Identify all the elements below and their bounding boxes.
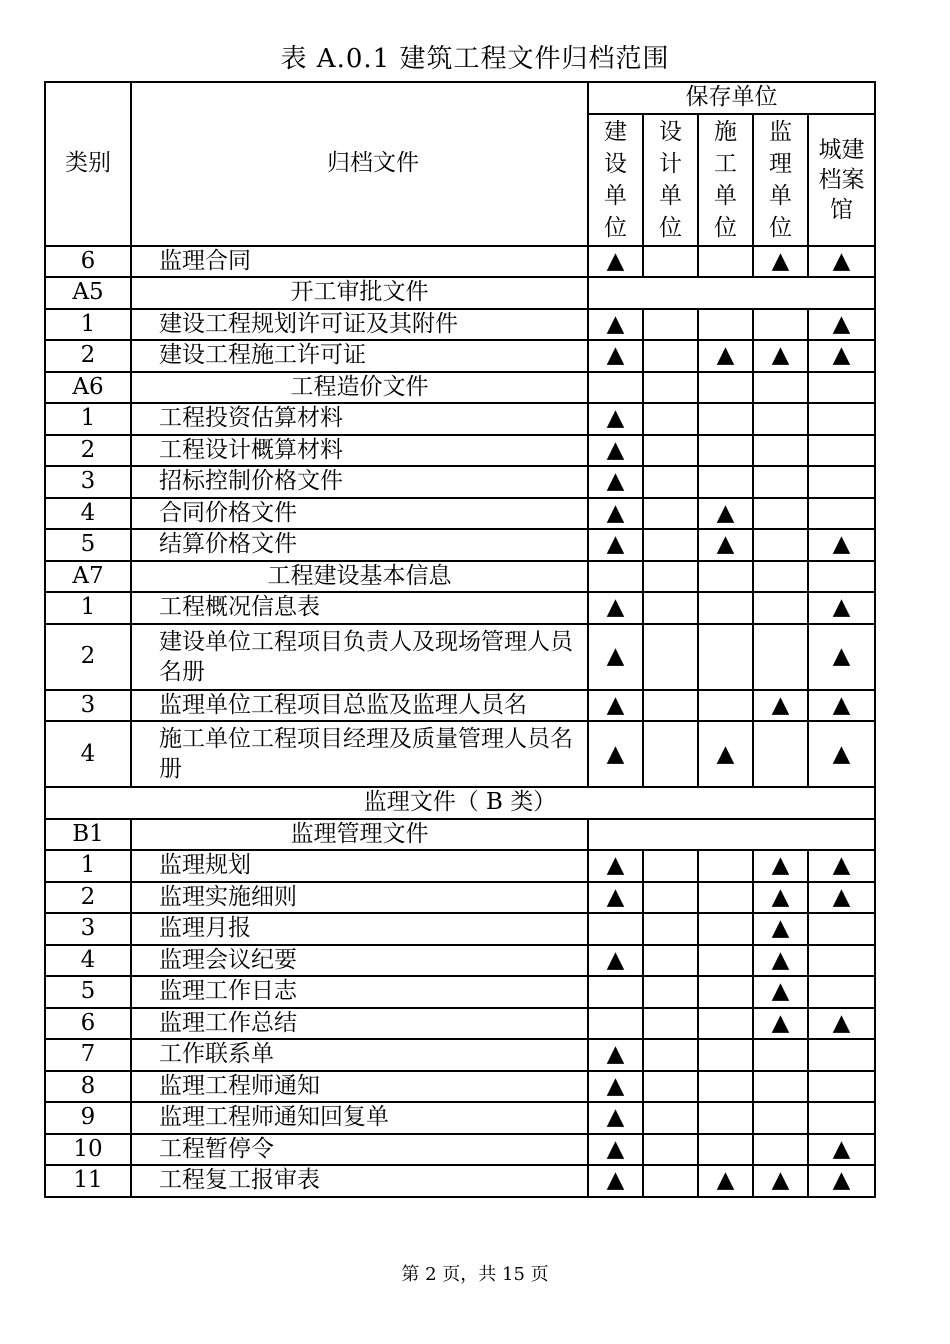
triangle-mark-icon: ▲ <box>588 690 643 722</box>
table-row <box>45 403 875 435</box>
triangle-mark-icon: ▲ <box>753 1165 808 1197</box>
document-name: 招标控制价格文件 <box>131 466 588 498</box>
category-cell: 3 <box>45 466 131 498</box>
empty-cell <box>753 435 808 467</box>
empty-cell <box>643 690 698 722</box>
document-name: 建设工程规划许可证及其附件 <box>131 309 588 341</box>
empty-cell <box>643 721 698 787</box>
triangle-mark-icon: ▲ <box>753 690 808 722</box>
triangle-mark-icon: ▲ <box>808 340 875 372</box>
triangle-mark-icon: ▲ <box>753 246 808 278</box>
empty-cell <box>643 246 698 278</box>
triangle-mark-icon: ▲ <box>808 721 875 787</box>
empty-cell <box>588 819 875 851</box>
table-row <box>45 1008 875 1040</box>
empty-cell <box>753 529 808 561</box>
empty-cell <box>753 466 808 498</box>
empty-cell <box>643 1102 698 1134</box>
empty-cell <box>808 372 875 404</box>
group-row <box>45 277 875 309</box>
empty-cell <box>643 624 698 690</box>
triangle-mark-icon: ▲ <box>588 1102 643 1134</box>
category-cell: 4 <box>45 721 131 787</box>
table-row <box>45 498 875 530</box>
document-name: 施工单位工程项目经理及质量管理人员名册 <box>131 721 588 787</box>
header-unit-construction: 建 设 单 位 <box>588 114 643 246</box>
category-cell: 5 <box>45 976 131 1008</box>
empty-cell <box>698 1071 753 1103</box>
empty-cell <box>698 435 753 467</box>
category-cell: 10 <box>45 1134 131 1166</box>
header-unit-design: 设 计 单 位 <box>643 114 698 246</box>
category-cell: A7 <box>45 561 131 593</box>
triangle-mark-icon: ▲ <box>698 721 753 787</box>
table-row <box>45 529 875 561</box>
empty-cell <box>698 592 753 624</box>
document-name: 监理规划 <box>131 850 588 882</box>
empty-cell <box>698 624 753 690</box>
section-row <box>45 787 875 819</box>
category-cell: 7 <box>45 1039 131 1071</box>
empty-cell <box>753 624 808 690</box>
table-row <box>45 466 875 498</box>
category-cell: 9 <box>45 1102 131 1134</box>
triangle-mark-icon: ▲ <box>808 1165 875 1197</box>
triangle-mark-icon: ▲ <box>808 690 875 722</box>
empty-cell <box>753 309 808 341</box>
empty-cell <box>698 976 753 1008</box>
table-row <box>45 1134 875 1166</box>
empty-cell <box>588 976 643 1008</box>
empty-cell <box>643 1039 698 1071</box>
header-document: 归档文件 <box>131 82 588 246</box>
table-row <box>45 592 875 624</box>
table-row <box>45 882 875 914</box>
empty-cell <box>698 246 753 278</box>
table-row <box>45 913 875 945</box>
empty-cell <box>698 1008 753 1040</box>
empty-cell <box>698 372 753 404</box>
table-row <box>45 1102 875 1134</box>
empty-cell <box>643 850 698 882</box>
empty-cell <box>643 309 698 341</box>
triangle-mark-icon: ▲ <box>808 1008 875 1040</box>
empty-cell <box>808 403 875 435</box>
empty-cell <box>808 466 875 498</box>
category-cell: 1 <box>45 403 131 435</box>
triangle-mark-icon: ▲ <box>588 246 643 278</box>
document-name: 监理月报 <box>131 913 588 945</box>
triangle-mark-icon: ▲ <box>808 246 875 278</box>
category-cell: 1 <box>45 850 131 882</box>
empty-cell <box>643 435 698 467</box>
empty-cell <box>698 1134 753 1166</box>
triangle-mark-icon: ▲ <box>753 913 808 945</box>
empty-cell <box>588 913 643 945</box>
empty-cell <box>588 372 643 404</box>
document-name: 工程暂停令 <box>131 1134 588 1166</box>
empty-cell <box>643 945 698 977</box>
table-row <box>45 721 875 787</box>
triangle-mark-icon: ▲ <box>588 1134 643 1166</box>
empty-cell <box>753 721 808 787</box>
document-name: 工程复工报审表 <box>131 1165 588 1197</box>
document-name: 工作联系单 <box>131 1039 588 1071</box>
triangle-mark-icon: ▲ <box>588 1071 643 1103</box>
triangle-mark-icon: ▲ <box>698 1165 753 1197</box>
empty-cell <box>588 1008 643 1040</box>
document-name: 工程设计概算材料 <box>131 435 588 467</box>
header-unit-supervision: 监 理 单 位 <box>753 114 808 246</box>
empty-cell <box>753 1039 808 1071</box>
triangle-mark-icon: ▲ <box>588 466 643 498</box>
category-cell: B1 <box>45 819 131 851</box>
document-name: 监理工作日志 <box>131 976 588 1008</box>
triangle-mark-icon: ▲ <box>808 850 875 882</box>
empty-cell <box>698 690 753 722</box>
document-name: 建设工程施工许可证 <box>131 340 588 372</box>
document-name: 监理工作总结 <box>131 1008 588 1040</box>
empty-cell <box>643 1134 698 1166</box>
document-name: 监理合同 <box>131 246 588 278</box>
document-name: 监理单位工程项目总监及监理人员名 <box>131 690 588 722</box>
empty-cell <box>808 976 875 1008</box>
empty-cell <box>643 976 698 1008</box>
group-title: 监理管理文件 <box>131 819 588 851</box>
header-unit-archive: 城建 档案 馆 <box>808 114 875 246</box>
group-row <box>45 372 875 404</box>
empty-cell <box>808 435 875 467</box>
empty-cell <box>698 309 753 341</box>
table-row <box>45 945 875 977</box>
empty-cell <box>753 372 808 404</box>
triangle-mark-icon: ▲ <box>588 1165 643 1197</box>
category-cell: 4 <box>45 498 131 530</box>
document-name: 工程概况信息表 <box>131 592 588 624</box>
empty-cell <box>698 945 753 977</box>
category-cell: 6 <box>45 246 131 278</box>
empty-cell <box>808 561 875 593</box>
document-name: 监理会议纪要 <box>131 945 588 977</box>
empty-cell <box>643 1008 698 1040</box>
empty-cell <box>643 529 698 561</box>
empty-cell <box>698 403 753 435</box>
empty-cell <box>588 277 875 309</box>
table-row <box>45 435 875 467</box>
empty-cell <box>698 561 753 593</box>
triangle-mark-icon: ▲ <box>808 624 875 690</box>
archive-scope-table <box>44 81 876 1198</box>
group-title: 工程造价文件 <box>131 372 588 404</box>
empty-cell <box>808 498 875 530</box>
empty-cell <box>643 372 698 404</box>
triangle-mark-icon: ▲ <box>698 529 753 561</box>
empty-cell <box>808 1039 875 1071</box>
empty-cell <box>698 913 753 945</box>
empty-cell <box>643 466 698 498</box>
empty-cell <box>753 561 808 593</box>
triangle-mark-icon: ▲ <box>753 850 808 882</box>
category-cell: A6 <box>45 372 131 404</box>
triangle-mark-icon: ▲ <box>588 624 643 690</box>
table-row <box>45 1165 875 1197</box>
document-name: 监理工程师通知回复单 <box>131 1102 588 1134</box>
table-row <box>45 976 875 1008</box>
triangle-mark-icon: ▲ <box>588 498 643 530</box>
triangle-mark-icon: ▲ <box>753 1008 808 1040</box>
empty-cell <box>588 561 643 593</box>
triangle-mark-icon: ▲ <box>753 945 808 977</box>
empty-cell <box>753 1071 808 1103</box>
header-unit-builder: 施 工 单 位 <box>698 114 753 246</box>
triangle-mark-icon: ▲ <box>753 882 808 914</box>
section-title: 监理文件（ B 类） <box>45 787 875 819</box>
triangle-mark-icon: ▲ <box>698 340 753 372</box>
document-name: 监理实施细则 <box>131 882 588 914</box>
empty-cell <box>753 1134 808 1166</box>
empty-cell <box>808 913 875 945</box>
empty-cell <box>643 340 698 372</box>
triangle-mark-icon: ▲ <box>588 945 643 977</box>
triangle-mark-icon: ▲ <box>588 529 643 561</box>
category-cell: 2 <box>45 435 131 467</box>
category-cell: 5 <box>45 529 131 561</box>
empty-cell <box>643 403 698 435</box>
category-cell: 6 <box>45 1008 131 1040</box>
empty-cell <box>753 498 808 530</box>
triangle-mark-icon: ▲ <box>808 592 875 624</box>
empty-cell <box>643 1071 698 1103</box>
empty-cell <box>808 1102 875 1134</box>
triangle-mark-icon: ▲ <box>588 592 643 624</box>
triangle-mark-icon: ▲ <box>588 340 643 372</box>
empty-cell <box>698 1102 753 1134</box>
category-cell: 2 <box>45 624 131 690</box>
triangle-mark-icon: ▲ <box>698 498 753 530</box>
triangle-mark-icon: ▲ <box>808 309 875 341</box>
triangle-mark-icon: ▲ <box>588 721 643 787</box>
category-cell: 2 <box>45 340 131 372</box>
triangle-mark-icon: ▲ <box>808 529 875 561</box>
document-name: 建设单位工程项目负责人及现场管理人员名册 <box>131 624 588 690</box>
triangle-mark-icon: ▲ <box>588 309 643 341</box>
group-title: 开工审批文件 <box>131 277 588 309</box>
empty-cell <box>698 1039 753 1071</box>
document-name: 监理工程师通知 <box>131 1071 588 1103</box>
triangle-mark-icon: ▲ <box>588 435 643 467</box>
category-cell: A5 <box>45 277 131 309</box>
empty-cell <box>643 592 698 624</box>
page-title: 表 A.0.1 建筑工程文件归档范围 <box>280 44 670 74</box>
document-name: 结算价格文件 <box>131 529 588 561</box>
table-row <box>45 246 875 278</box>
group-row <box>45 561 875 593</box>
empty-cell <box>643 882 698 914</box>
header-row <box>45 82 875 114</box>
empty-cell <box>753 592 808 624</box>
category-cell: 3 <box>45 690 131 722</box>
group-row <box>45 819 875 851</box>
table-row <box>45 1071 875 1103</box>
empty-cell <box>808 945 875 977</box>
triangle-mark-icon: ▲ <box>808 882 875 914</box>
empty-cell <box>753 403 808 435</box>
document-name: 合同价格文件 <box>131 498 588 530</box>
empty-cell <box>698 850 753 882</box>
table-row <box>45 624 875 690</box>
empty-cell <box>753 1102 808 1134</box>
triangle-mark-icon: ▲ <box>753 976 808 1008</box>
empty-cell <box>698 466 753 498</box>
document-name: 工程投资估算材料 <box>131 403 588 435</box>
category-cell: 2 <box>45 882 131 914</box>
category-cell: 11 <box>45 1165 131 1197</box>
category-cell: 4 <box>45 945 131 977</box>
triangle-mark-icon: ▲ <box>808 1134 875 1166</box>
empty-cell <box>698 882 753 914</box>
empty-cell <box>808 1071 875 1103</box>
empty-cell <box>643 561 698 593</box>
empty-cell <box>643 913 698 945</box>
table-row <box>45 690 875 722</box>
page-footer: 第 2 页，共 15 页 <box>401 1264 549 1285</box>
table-row <box>45 309 875 341</box>
triangle-mark-icon: ▲ <box>588 1039 643 1071</box>
category-cell: 1 <box>45 309 131 341</box>
triangle-mark-icon: ▲ <box>588 403 643 435</box>
empty-cell <box>643 498 698 530</box>
triangle-mark-icon: ▲ <box>753 340 808 372</box>
header-storage-units: 保存单位 <box>588 82 875 114</box>
group-title: 工程建设基本信息 <box>131 561 588 593</box>
table-row <box>45 850 875 882</box>
triangle-mark-icon: ▲ <box>588 850 643 882</box>
empty-cell <box>643 1165 698 1197</box>
category-cell: 8 <box>45 1071 131 1103</box>
header-category: 类别 <box>45 82 131 246</box>
table-row <box>45 1039 875 1071</box>
triangle-mark-icon: ▲ <box>588 882 643 914</box>
table-row <box>45 340 875 372</box>
category-cell: 3 <box>45 913 131 945</box>
category-cell: 1 <box>45 592 131 624</box>
